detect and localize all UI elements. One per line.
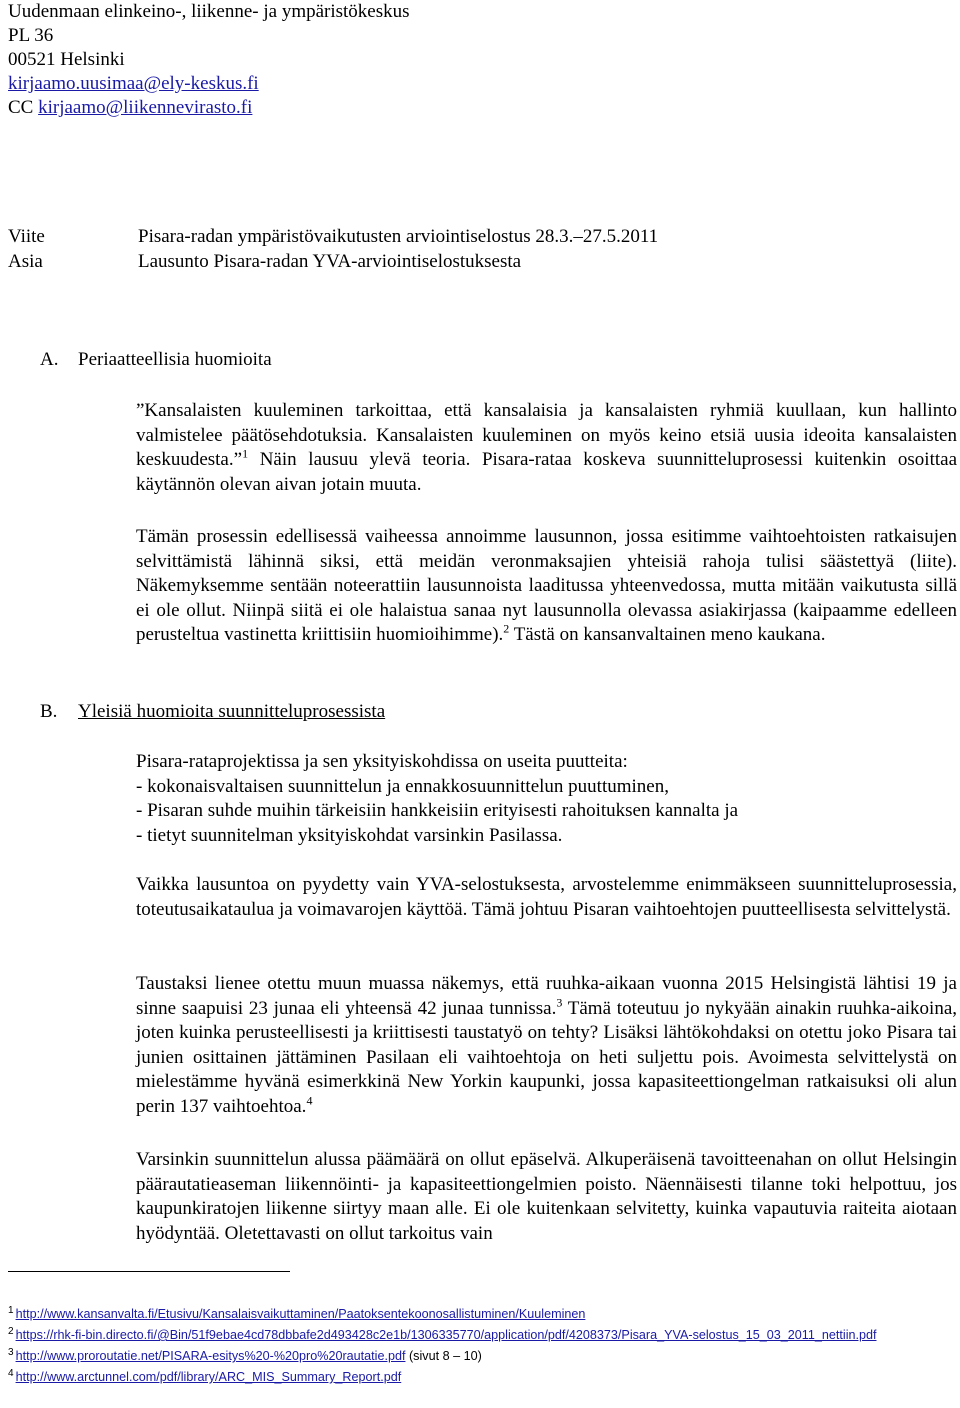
footnote-2: $^2$ https://rhk-fi-bin.directo.fi/@Bin/51f9ebae4cd78dbbafe2d493428c2e1b/1306335770/application/pdf/4208373/Pisara_YVA-selostus_15_03_2011_nettiin.pdf bbox=[8, 1325, 877, 1342]
footnote-link-1[interactable]: http://www.kansanvalta.fi/Etusivu/Kansalaisvaikuttaminen/Paatoksentekoonosallistuminen/Kuuleminen bbox=[15, 1307, 586, 1321]
paragraph-previous-statement: Tämän prosessin edellisessä vaiheessa annoimme lausunnon, jossa esitimme vaihtoehtoisten ratkaisujen selvittämistä lähinnä siksi, että meidän veronmaksajien yhteisiä rahoja tulisi säästettyä (liite). Näkemyksemme sentään noteerattiin lausunnoista laaditussa yhteenvedossa, mutta mitään vaikutusta sillä ei ole ollut. Niinpä siitä ei ole halaistua sanaa nyt lausunnolla olevassa asiakirjassa (kaipaamme edelleen perusteltua vastinetta kriittisiin huomioihimme).$^2$ Tästä on kansanvaltainen meno kaukana. bbox=[136, 526, 957, 646]
footnote-link-4[interactable]: http://www.arctunnel.com/pdf/library/ARC_MIS_Summary_Report.pdf bbox=[15, 1370, 402, 1384]
footnote-4: $^4$ http://www.arctunnel.com/pdf/library/ARC_MIS_Summary_Report.pdf bbox=[8, 1367, 402, 1384]
footnote-separator bbox=[8, 1271, 290, 1272]
cc-label: CC bbox=[8, 97, 34, 118]
footnote-link-3[interactable]: http://www.proroutatie.net/PISARA-esitys%20-%20pro%20rautatie.pdf bbox=[15, 1349, 406, 1363]
footnote-ref-1[interactable]: 1 bbox=[242, 446, 249, 461]
paragraph-quote: ”Kansalaisten kuuleminen tarkoittaa, että kansalaisia ja kansalaisten ryhmiä kuullaan, kun hallinto valmistelee päätösehdotuksia. Kansalaisten kuuleminen on myös keino etsiä uusia ideoita kansalaisten keskuudesta.”$^1$ Näin lausuu ylevä teoria. Pisara-rataa koskeva suunnitteluprosessi kuitenkin osoittaa käytännön olevan aivan jotain muuta. bbox=[136, 400, 957, 495]
subject-value: Lausunto Pisara-radan YVA-arviointiselostuksesta bbox=[138, 251, 522, 272]
section-a-title: Periaatteellisia huomioita bbox=[78, 349, 272, 370]
address-line-city: 00521 Helsinki bbox=[8, 49, 125, 70]
footnote-ref-3[interactable]: 3 bbox=[556, 995, 563, 1010]
email-link-primary[interactable]: kirjaamo.uusimaa@ely-keskus.fi bbox=[8, 73, 259, 94]
footnote-3-pages: (sivut 8 – 10) bbox=[405, 1349, 482, 1363]
footnote-ref-4[interactable]: 4 bbox=[306, 1093, 313, 1108]
footnotes bbox=[8, 1304, 958, 1388]
list-item: - tietyt suunnitelman yksityiskohdat varsinkin Pasilassa. bbox=[136, 824, 563, 846]
address-line-po-box: PL 36 bbox=[8, 25, 54, 46]
reference-label: Viite bbox=[8, 226, 45, 247]
section-a-letter: A. bbox=[40, 349, 59, 370]
paragraph-background: Taustaksi lienee otettu muun muassa näkemys, että ruuhka-aikaan vuonna 2015 Helsingistä lähtisi 19 ja sinne saapuisi 23 junaa eli yhteensä 42 junaa tunnissa.$^3$ Tämä toteutuu jo nykyään ainakin ruuhka-aikoina, joten kuinka perusteellisesti ja kriittisesti taustatyö on tehty? Lisäksi lähtökohdaksi on otettu joko Pisara tai junien osittainen jättäminen Pasilaan eli vaihtoehtoja on heti suljettu pois. Avoimesta selvittelystä on mielestämme hyvänä esimerkkinä New Yorkin kaupunki, jossa kapasiteettiongelman ratkaisuksi oli alun perin 137 vaihtoehtoa.$^4$ bbox=[136, 973, 957, 1117]
list-intro: Pisara-rataprojektissa ja sen yksityiskohdissa on useita puutteita: bbox=[136, 751, 628, 772]
section-b-title: Yleisiä huomioita suunnitteluprosessista bbox=[78, 701, 386, 722]
subject-label: Asia bbox=[8, 251, 43, 272]
letter-meta bbox=[8, 224, 658, 274]
section-a-heading bbox=[40, 348, 272, 372]
footnote-ref-2[interactable]: 2 bbox=[503, 622, 510, 637]
recipient-address bbox=[8, 0, 410, 120]
email-link-cc[interactable]: kirjaamo@liikennevirasto.fi bbox=[38, 97, 253, 118]
section-b-letter: B. bbox=[40, 701, 58, 722]
shortcomings-list bbox=[136, 750, 957, 848]
paragraph-goal: Varsinkin suunnittelun alussa päämäärä on ollut epäselvä. Alkuperäisenä tavoitteenahan on ollut Helsingin päärautatieaseman liikennöinti- ja kapasiteettiongelmien poisto. Näennäisesti tilanne toki helpottuu, jos kaupunkiratojen liikenne siirtyy maan alle. Ei ole kuitenkaan selvitetty, kuinka vapautuvia raiteita aiotaan hyödyntää. Oletettavasti on ollut tarkoitus vain bbox=[136, 1149, 957, 1244]
footnote-link-2[interactable]: https://rhk-fi-bin.directo.fi/@Bin/51f9ebae4cd78dbbafe2d493428c2e1b/1306335770/application/pdf/4208373/Pisara_YVA-selostus_15_03_2011_nettiin.pdf bbox=[15, 1328, 877, 1342]
list-item: - Pisaran suhde muihin tärkeisiin hankkeisiin erityisesti rahoituksen kannalta ja bbox=[136, 800, 739, 822]
footnote-3: $^3$ http://www.proroutatie.net/PISARA-esitys%20-%20pro%20rautatie.pdf (sivut 8 – 10) bbox=[8, 1346, 482, 1363]
reference-value: Pisara-radan ympäristövaikutusten arviointiselostus 28.3.–27.5.2011 bbox=[138, 226, 659, 247]
section-b-heading bbox=[40, 700, 385, 724]
address-line-org: Uudenmaan elinkeino-, liikenne- ja ympäristökeskus bbox=[8, 1, 410, 22]
paragraph-scope: Vaikka lausuntoa on pyydetty vain YVA-selostuksesta, arvostelemme enimmäkseen suunnitteluprosessia, toteutusaikataulua ja voimavarojen käyttöä. Tämä johtuu Pisaran vaihtoehtojen puutteellisesta selvittelystä. bbox=[136, 874, 957, 920]
list-item: - kokonaisvaltaisen suunnittelun ja ennakkosuunnittelun puuttuminen, bbox=[136, 775, 669, 797]
footnote-1: $^1$ http://www.kansanvalta.fi/Etusivu/Kansalaisvaikuttaminen/Paatoksentekoonosallistuminen/Kuuleminen bbox=[8, 1304, 586, 1321]
